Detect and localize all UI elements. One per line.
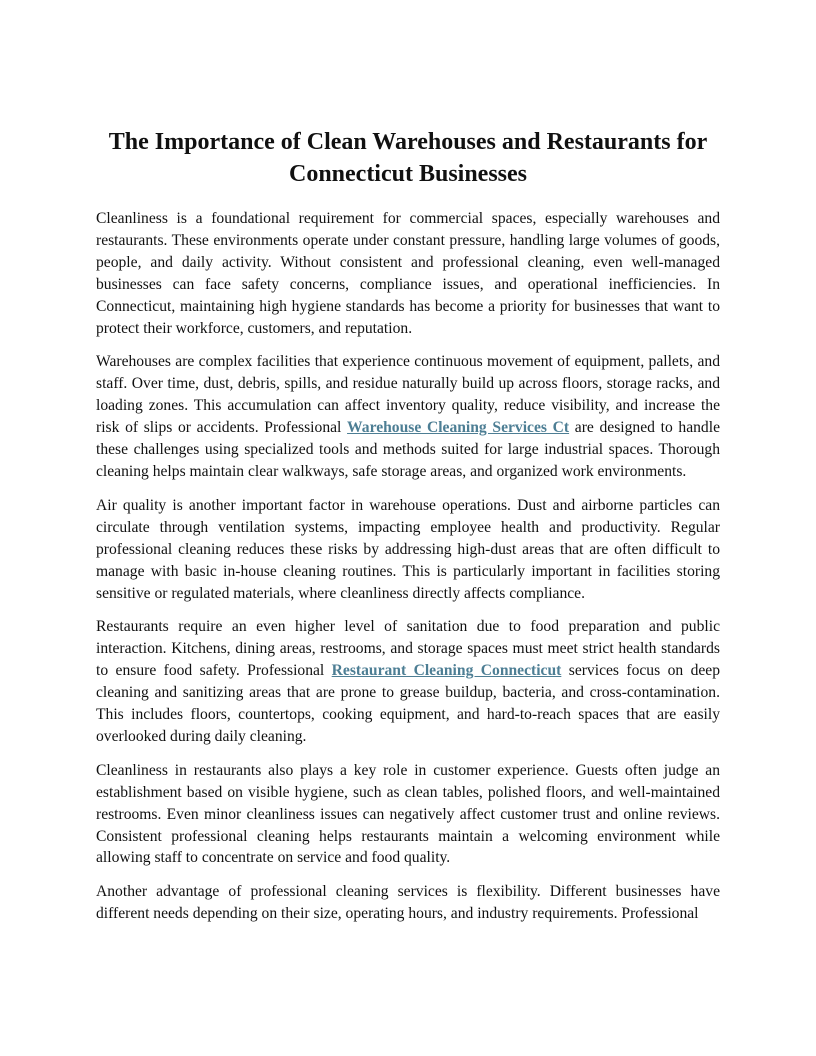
paragraph-warehouses: [96, 351, 720, 482]
paragraph-intro: Cleanliness is a foundational requirement for commercial spaces, especially warehouses and restaurants. These environments operate under constant pressure, handling large volumes of goods, people, and daily activity. Without consistent and professional cleaning, even well-managed businesses can face safety concerns, compliance issues, and operational inefficiencies. In Connecticut, maintaining high hygiene standards has become a priority for businesses that want to protect their workforce, customers, and reputation.: [96, 210, 720, 337]
paragraph-text: are designed to handle these challenges using specialized tools and methods suited for large industrial spaces. Thorough cleaning helps maintain clear walkways, safe storage areas, and organized work environments.: [96, 419, 720, 480]
document-title: The Importance of Clean Warehouses and Restaurants for Connecticut Businesses: [108, 129, 708, 187]
paragraph-air-quality: Air quality is another important factor in warehouse operations. Dust and airborne particles can circulate through ventilation systems, impacting employee health and productivity. Regular professional cleaning reduces these risks by addressing high-dust areas that are often difficult to manage with basic in-house cleaning routines. This is particularly important in facilities storing sensitive or regulated materials, where cleanliness directly affects compliance.: [96, 496, 720, 602]
warehouse-cleaning-link[interactable]: Warehouse Cleaning Services Ct: [347, 419, 570, 437]
paragraph-text: Restaurants require an even higher level of sanitation due to food preparation and public interaction. Kitchens, dining areas, restrooms, and storage spaces must meet strict health standards to ensure food safety. Professional: [96, 618, 720, 680]
paragraph-restaurants: [96, 616, 720, 747]
paragraph-customer-experience: Cleanliness in restaurants also plays a key role in customer experience. Guests often judge an establishment based on visible hygiene, such as clean tables, polished floors, and well-maintained restrooms. Even minor cleanliness issues can negatively affect customer trust and online reviews. Consistent professional cleaning helps restaurants maintain a welcoming environment while allowing staff to concentrate on service and food quality.: [96, 761, 720, 867]
paragraph-flexibility: Another advantage of professional cleaning services is flexibility. Different businesses have different needs depending on their size, operating hours, and industry requirements. Professional: [96, 883, 720, 923]
restaurant-cleaning-link[interactable]: Restaurant Cleaning Connecticut: [331, 662, 562, 680]
document-page: [96, 126, 720, 937]
paragraph-text: services focus on deep cleaning and sanitizing areas that are prone to grease buildup, bacteria, and cross-contamination. This includes floors, countertops, cooking equipment, and hard-to-reach spaces that are easily overlooked during daily cleaning.: [96, 662, 721, 745]
paragraph-text: Warehouses are complex facilities that experience continuous movement of equipment, pallets, and staff. Over time, dust, debris, spills, and residue naturally build up across floors, storage racks, and loading zones. This accumulation can affect inventory quality, reduce visibility, and increase the risk of slips or accidents. Professional: [96, 353, 720, 437]
